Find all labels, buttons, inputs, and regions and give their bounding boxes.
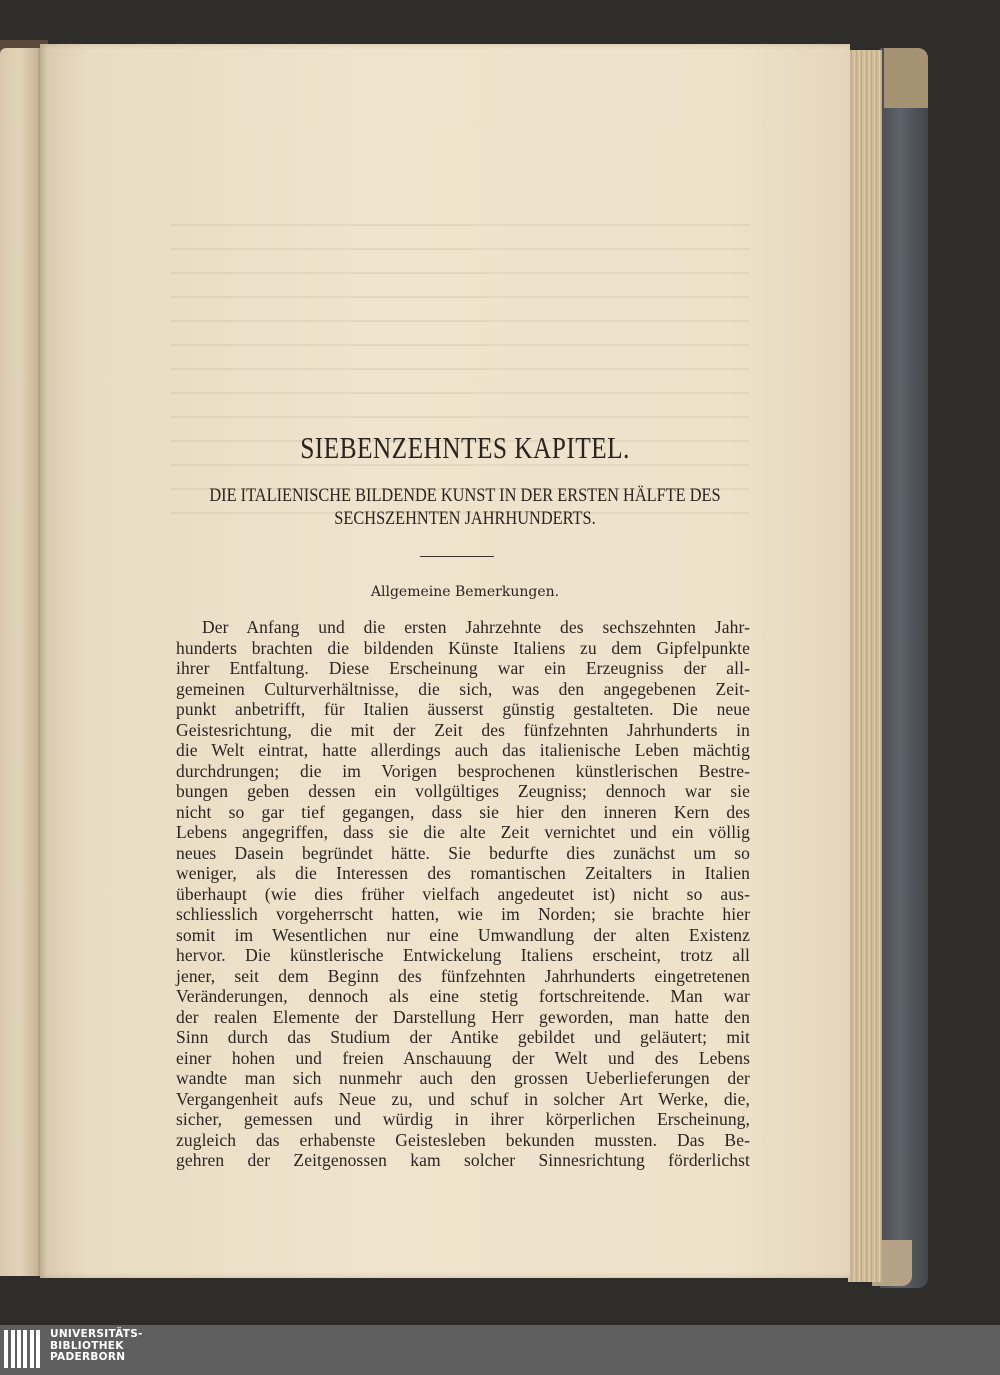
text-line: wandte man sich nunmehr auch den grossen Ueberlieferungen der — [176, 1068, 750, 1088]
subtitle-line-1: DIE ITALIENISCHE BILDENDE KUNST IN DER ERSTEN HÄLFTE DES — [209, 485, 721, 506]
text-line: sicher, gemessen und würdig in ihrer körperlichen Erscheinung, — [176, 1109, 750, 1129]
logo-line-1: UNIVERSITÄTS- — [50, 1328, 143, 1340]
text-line: ihrer Entfaltung. Diese Erscheinung war ein Erzeugniss der all- — [176, 658, 750, 678]
library-logo-text — [50, 1329, 143, 1364]
logo-bar — [30, 1330, 34, 1368]
text-line: gemeinen Culturverhältnisse, die sich, was den angegebenen Zeit- — [176, 678, 750, 699]
text-line: Lebens angegriffen, dass sie die alte Zeit vernichtet und ein völlig — [176, 822, 750, 842]
cover-corner-top — [884, 48, 928, 108]
library-logo-icon — [4, 1330, 46, 1370]
logo-line-2: BIBLIOTHEK — [50, 1339, 124, 1352]
facing-page-edge — [0, 48, 44, 1276]
text-line: punkt anbetrifft, für Italien äusserst günstig gestalteten. Die neue — [176, 699, 750, 719]
section-heading: Allgemeine Bemerkungen. — [370, 584, 560, 600]
text-line: durchdrungen; die im Vorigen besprochenen künstlerischen Bestre- — [176, 760, 750, 781]
text-line: einer hohen und freien Anschauung der Welt und des Lebens — [176, 1047, 750, 1068]
logo-bar — [4, 1330, 8, 1368]
text-line: Veränderungen, dennoch als eine stetig fortschreitende. Man war — [176, 986, 750, 1006]
text-line: hervor. Die künstlerische Entwickelung Italiens erscheint, trotz all — [176, 945, 750, 965]
book-page — [40, 44, 850, 1278]
text-line: Der Anfang und die ersten Jahrzehnte des sechszehnten Jahr- — [202, 617, 750, 637]
footer-bar — [0, 1325, 1000, 1375]
text-line: weniger, als die Interessen des romantischen Zeitalters in Italien — [176, 863, 750, 883]
logo-bar — [17, 1330, 21, 1368]
body-text — [176, 617, 750, 1171]
text-line: bungen geben dessen ein vollgültiges Zeugniss; dennoch war sie — [176, 781, 750, 801]
text-line: nicht so gar tief gegangen, dass sie hier den inneren Kern des — [176, 801, 750, 822]
text-line: zugleich das erhabenste Geistesleben bekunden mussten. Das Be- — [176, 1129, 750, 1150]
logo-bar — [11, 1330, 15, 1368]
text-line: die Welt eintrat, hatte allerdings auch das italienische Leben mächtig — [176, 740, 750, 760]
text-line: schliesslich vorgeherrscht hatten, wie im Norden; sie brachte hier — [176, 904, 750, 924]
text-line: hunderts brachten die bildenden Künste Italiens zu dem Gipfelpunkte — [176, 637, 750, 658]
logo-bar — [23, 1330, 27, 1368]
logo-line-3: PADERBORN — [50, 1351, 126, 1363]
text-line: Vergangenheit aufs Neue zu, und schuf in solcher Art Werke, die, — [176, 1088, 750, 1109]
text-line: gehren der Zeitgenossen kam solcher Sinnesrichtung förderlichst — [176, 1150, 750, 1170]
text-line: somit im Wesentlichen nur eine Umwandlung der alten Existenz — [176, 924, 750, 945]
text-line: jener, seit dem Beginn des fünfzehnten Jahrhunderts eingetretenen — [176, 965, 750, 986]
text-line: Sinn durch das Studium der Antike gebildet und geläutert; mit — [176, 1027, 750, 1047]
subtitle-line-2: SECHSZEHNTEN JAHRHUNDERTS. — [334, 508, 596, 529]
chapter-subtitle — [186, 484, 745, 530]
text-line: Geistesrichtung, die mit der Zeit des fünfzehnten Jahrhunderts in — [176, 719, 750, 740]
text-line: überhaupt (wie dies früher vielfach angedeutet ist) nicht so aus- — [176, 883, 750, 904]
page-edges — [848, 50, 882, 1282]
book-cover-right — [880, 48, 928, 1288]
text-line: neues Dasein begründet hätte. Sie bedurfte dies zunächst um so — [176, 842, 750, 863]
logo-bar — [36, 1330, 40, 1368]
chapter-title: SIEBENZEHNTES KAPITEL. — [300, 430, 630, 465]
divider-rule — [420, 556, 494, 557]
text-line: der realen Elemente der Darstellung Herr geworden, man hatte den — [176, 1006, 750, 1027]
